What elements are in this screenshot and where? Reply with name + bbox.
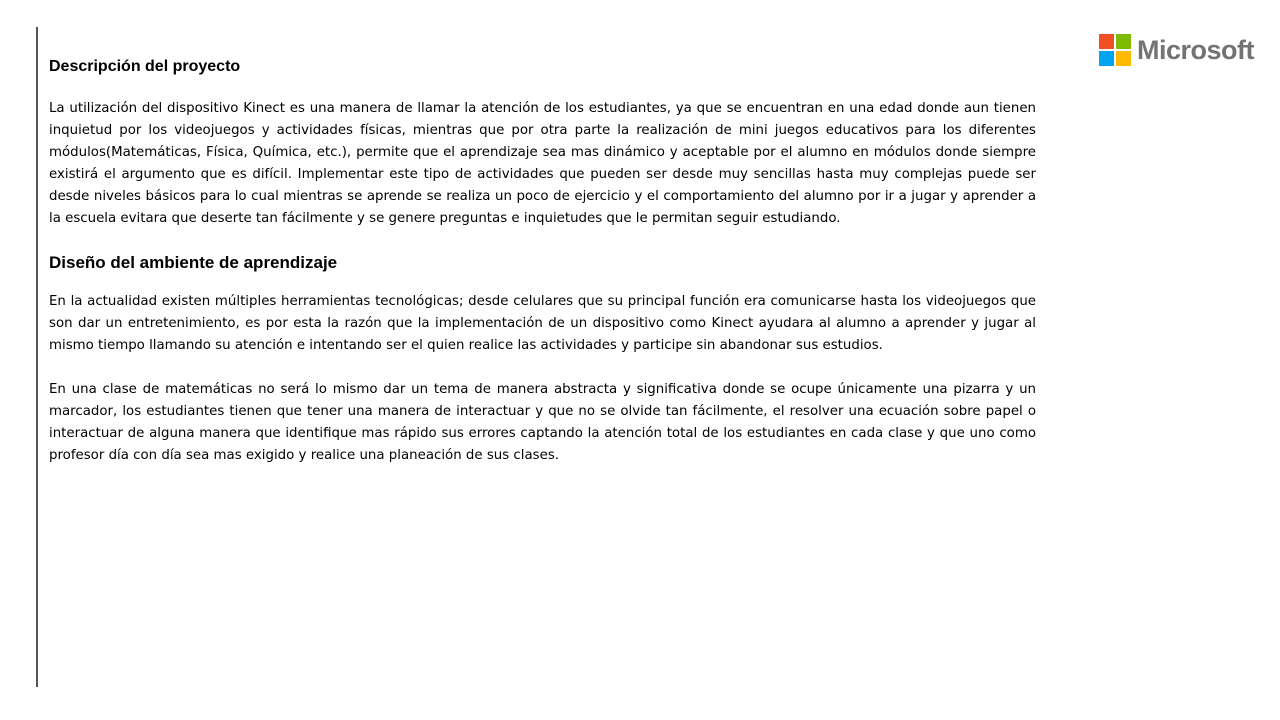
learning-environment-paragraph-1: En la actualidad existen múltiples herramientas tecnológicas; desde celulares que su principal función era comunicarse hasta los videojuegos que son dar un entretenimiento, es por esta la razón que la implementación de un dispositivo como Kinect ayudara al alumno a aprender y jugar al mismo tiempo llamando su atención e intentando ser el quien realice las actividades y participe sin abandonar sus estudios.	[49, 294, 1036, 354]
logo-green-square	[1116, 34, 1131, 49]
learning-environment-paragraph-2: En una clase de matemáticas no será lo mismo dar un tema de manera abstracta y significativa donde se ocupe únicamente una pizarra y un marcador, los estudiantes tienen que tener una manera de interactuar y que no se olvide tan fácilmente, el resolver una ecuación sobre papel o interactuar de alguna manera que identifique mas rápido sus errores captando la atención total de los estudiantes en cada clase y que uno como profesor día con día sea mas exigido y realice una planeación de sus clases.	[49, 382, 1036, 463]
microsoft-logo	[1099, 34, 1254, 66]
left-vertical-rule	[36, 27, 38, 687]
logo-blue-square	[1099, 51, 1114, 66]
project-description-paragraph: La utilización del dispositivo Kinect es una manera de llamar la atención de los estudiantes, ya que se encuentran en una edad donde aun tienen inquietud por los videojuegos y actividades físicas, mientras que por otra parte la realización de mini juegos educativos para los diferentes módulos(Matemáticas, Física, Química, etc.), permite que el aprendizaje sea mas dinámico y aceptable por el alumno en módulos donde siempre existirá el argumento que es difícil. Implementar este tipo de actividades que pueden ser desde muy sencillas hasta muy complejas puede ser desde niveles básicos para lo cual mientras se aprende se realiza un poco de ejercicio y el comportamiento del alumno por ir a jugar y aprender a la escuela evitara que deserte tan fácilmente y se genere preguntas e inquietudes que le permitan seguir estudiando.	[49, 101, 1036, 226]
microsoft-windows-icon	[1099, 34, 1131, 66]
logo-red-square	[1099, 34, 1114, 49]
project-description-heading: Descripción del proyecto	[49, 58, 241, 75]
logo-yellow-square	[1116, 51, 1131, 66]
microsoft-logo-text: Microsoft	[1137, 34, 1254, 65]
slide-content	[49, 56, 1036, 483]
learning-environment-heading: Diseño del ambiente de aprendizaje	[49, 253, 338, 273]
